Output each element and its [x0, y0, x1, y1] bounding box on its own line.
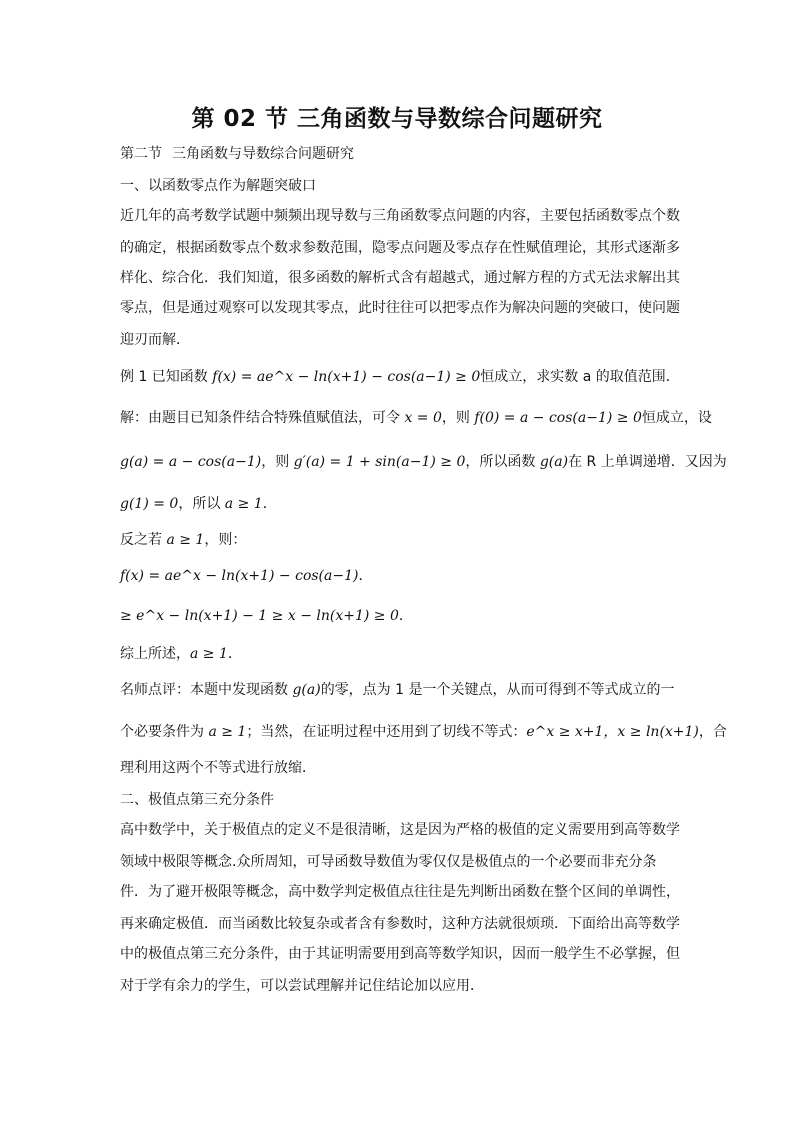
comment-line-3: 理利用这两个不等式进行放缩．	[120, 760, 316, 776]
converse-text: ．	[358, 568, 373, 584]
comment-formula: a ≥ 1	[208, 724, 247, 740]
intro-line-3: 样化、综合化．我们知道，很多函数的解析式含有超越式，通过解方程的方式无法求解出其	[120, 270, 680, 286]
section-2-line-6: 对于学有余力的学生，可以尝试理解并记住结论加以应用．	[120, 978, 484, 994]
solution-formula: g(a) = a − cos(a−1)	[120, 454, 262, 470]
solution-formula: f(0) = a − cos(a−1) ≥ 0	[474, 410, 642, 426]
comment-line-1	[120, 680, 675, 700]
solution-text: ，所以函数	[465, 454, 540, 470]
solution-formula: a ≥ 1	[224, 496, 263, 512]
section-2-line-5: 中的极值点第三充分条件，由于其证明需要用到高等数学知识，因而一般学生不必掌握，但	[120, 946, 680, 962]
solution-formula: g(1) = 0	[120, 496, 179, 512]
conclusion-text: 综上所述，	[120, 646, 190, 662]
section-2-heading: 二、极值点第三充分条件	[120, 792, 274, 808]
comment-text: 名师点评：本题中发现函数	[120, 682, 293, 698]
solution-text: 恒成立，设	[641, 410, 712, 426]
intro-line-1: 近几年的高考数学试题中频频出现导数与三角函数零点问题的内容，主要包括函数零点个数	[120, 208, 680, 224]
comment-text: ，合	[698, 724, 727, 740]
converse-text: 反之若	[120, 532, 167, 548]
section-2-line-3: 件．为了避开极限等概念，高中数学判定极值点往往是先判断出函数在整个区间的单调性，	[120, 884, 680, 900]
comment-text: ；当然，在证明过程中还用到了切线不等式：	[246, 724, 527, 740]
solution-line-2	[120, 452, 727, 472]
solution-line-1	[120, 408, 712, 428]
sub-heading-section: 第二节	[120, 146, 162, 162]
comment-formula: e^x ≥ x+1，x ≥ ln(x+1)	[526, 724, 699, 740]
converse-line-3	[120, 606, 413, 626]
example-prefix: 例 1 已知函数	[120, 369, 213, 385]
converse-line-1	[120, 530, 246, 550]
section-1-heading: 一、以函数零点作为解题突破口	[120, 178, 316, 194]
solution-text: 解：由题目已知条件结合特殊值赋值法，可令	[120, 410, 405, 426]
converse-line-2	[120, 566, 372, 586]
converse-text: ，则：	[204, 532, 247, 548]
converse-formula: a ≥ 1	[166, 532, 205, 548]
solution-text: 在 R 上单调递增．又因为	[568, 454, 727, 470]
section-2-line-4: 再来确定极值．而当函数比较复杂或者含有参数时，这种方法就很烦琐．下面给出高等数学	[120, 916, 680, 932]
example-1	[120, 367, 680, 387]
section-2-line-2: 领域中极限等概念.众所周知，可导函数导数值为零仅仅是极值点的一个必要而非充分条	[120, 854, 657, 870]
page-title: 第 02 节 三角函数与导数综合问题研究	[191, 106, 603, 132]
solution-formula: g(a)	[539, 454, 569, 470]
conclusion-line	[120, 644, 242, 664]
solution-formula: x = 0	[404, 410, 442, 426]
solution-formula: g′(a) = 1 + sin(a−1) ≥ 0	[293, 454, 466, 470]
intro-line-4: 零点，但是通过观察可以发现其零点，此时往往可以把零点作为解决问题的突破口，使问题	[120, 300, 680, 316]
comment-text: 的零，点为 1 是一个关键点，从而可得到不等式成立的一	[320, 682, 675, 698]
converse-formula: ≥ e^x − ln(x+1) − 1 ≥ x − ln(x+1) ≥ 0	[120, 608, 399, 624]
sub-heading-topic: 三角函数与导数综合问题研究	[172, 146, 354, 162]
solution-text: ．	[262, 496, 277, 512]
intro-line-5: 迎刃而解．	[120, 332, 190, 348]
example-formula: f(x) = ae^x − ln(x+1) − cos(a−1) ≥ 0	[212, 369, 481, 385]
solution-line-3	[120, 494, 277, 514]
intro-line-2: 的确定，根据函数零点个数求参数范围，隐零点问题及零点存在性赋值理论，其形式逐渐多	[120, 240, 680, 256]
converse-text: ．	[398, 608, 413, 624]
section-2-line-1: 高中数学中，关于极值点的定义不是很清晰，这是因为严格的极值的定义需要用到高等数学	[120, 822, 680, 838]
comment-text: 个必要条件为	[120, 724, 209, 740]
solution-text: ，则	[441, 410, 475, 426]
solution-text: ，所以	[178, 496, 225, 512]
solution-text: ，则	[261, 454, 294, 470]
conclusion-formula: a ≥ 1	[190, 646, 228, 662]
comment-line-2	[120, 722, 727, 742]
comment-formula: g(a)	[292, 682, 321, 698]
sub-heading	[120, 144, 354, 164]
example-suffix: 恒成立，求实数 a 的取值范围．	[480, 369, 680, 385]
converse-formula: f(x) = ae^x − ln(x+1) − cos(a−1)	[120, 568, 359, 584]
conclusion-text: ．	[227, 646, 242, 662]
